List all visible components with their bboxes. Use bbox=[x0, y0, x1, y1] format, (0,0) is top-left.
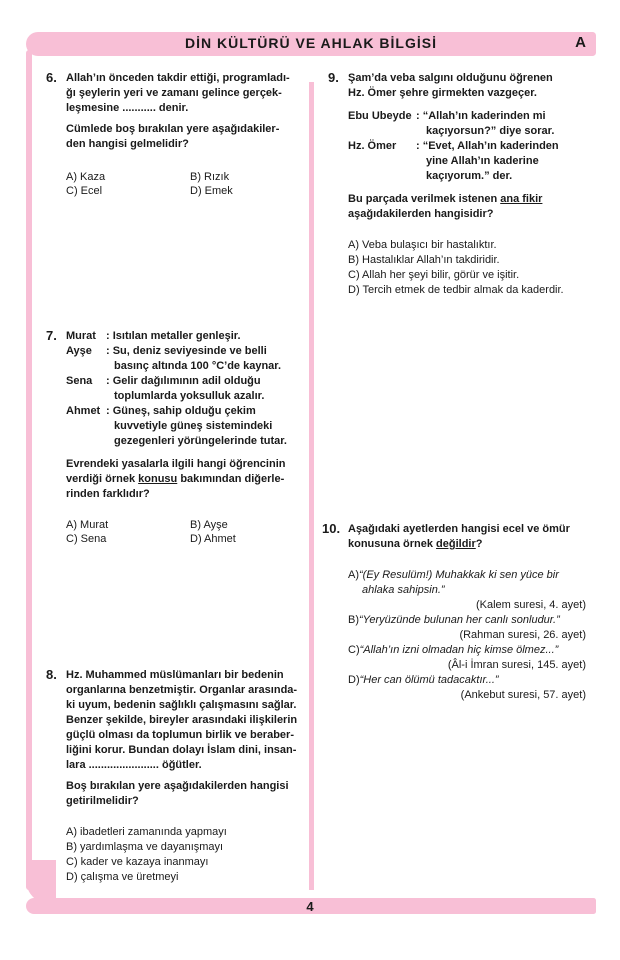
question-number: 7. bbox=[46, 328, 57, 343]
stem-text: konusuna örnek bbox=[348, 538, 437, 550]
prompt-line: Evrendeki yasalarla ilgili hangi öğrencinin bbox=[66, 458, 286, 470]
option-d[interactable] bbox=[348, 673, 588, 703]
question-prompt bbox=[66, 779, 308, 809]
answer-options bbox=[66, 518, 304, 546]
question-stem bbox=[66, 71, 304, 116]
speaker-name: Sena bbox=[66, 375, 93, 387]
answer-options bbox=[66, 825, 308, 885]
statement-line: basınç altında 100 °C’de kaynar. bbox=[114, 360, 282, 372]
stem-line: Benzer şekilde, bireyler arasındaki ilişkilerin bbox=[66, 714, 298, 726]
option-b[interactable]: B) Rızık bbox=[190, 171, 230, 183]
prompt-line: aşağıdakilerden hangisidir? bbox=[348, 208, 494, 220]
underlined-keyword: ana fikir bbox=[500, 193, 543, 205]
option-d[interactable]: D) Emek bbox=[190, 185, 233, 197]
option-c[interactable]: C) Sena bbox=[66, 533, 107, 545]
prompt-line: den hangisi gelmelidir? bbox=[66, 138, 189, 150]
verse-text: “(Ey Resulüm!) Muhakkak ki sen yüce bir bbox=[359, 569, 559, 581]
option-a[interactable]: A) Kaza bbox=[66, 171, 106, 183]
verse-source: (Kalem suresi, 4. ayet) bbox=[475, 599, 586, 611]
question-10 bbox=[322, 521, 588, 711]
prompt-line: Boş bırakılan yere aşağıdakilerden hangisi bbox=[66, 780, 289, 792]
subject-title: DİN KÜLTÜRÜ VE AHLAK BİLGİSİ bbox=[185, 35, 437, 51]
question-number: 8. bbox=[46, 667, 57, 682]
prompt-text: verdiği örnek bbox=[66, 473, 139, 485]
stem-line: güçlü olması da toplumun birlik ve beraber- bbox=[66, 729, 294, 741]
stem-line: ğı şeylerin yeri ve zamanı gelince gerçek- bbox=[66, 87, 282, 99]
option-c[interactable] bbox=[348, 643, 588, 673]
stem-text: ? bbox=[475, 538, 483, 550]
question-9 bbox=[328, 70, 588, 300]
answer-options bbox=[66, 170, 304, 198]
option-b[interactable]: B) yardımlaşma ve dayanışmayı bbox=[66, 841, 224, 853]
question-stem bbox=[348, 71, 588, 101]
option-b[interactable]: B) Hastalıklar Allah’ın takdiridir. bbox=[348, 254, 500, 266]
page-header-band bbox=[26, 32, 596, 56]
prompt-line: getirilmelidir? bbox=[66, 795, 139, 807]
speaker-name: Ahmet bbox=[66, 405, 101, 417]
booklet-letter: A bbox=[575, 34, 586, 51]
prompt-line bbox=[348, 192, 588, 207]
option-b[interactable] bbox=[348, 613, 588, 643]
question-number: 6. bbox=[46, 70, 57, 85]
dialogue-line: kaçıyorum.” der. bbox=[426, 170, 513, 182]
prompt-text: Bu parçada verilmek istenen bbox=[348, 193, 501, 205]
question-8 bbox=[46, 667, 308, 889]
question-stem bbox=[348, 522, 588, 552]
verse-text: “Yeryüzünde bulunan her canlı sonludur.” bbox=[359, 614, 560, 626]
stem-line: lara ....................... öğütler. bbox=[66, 759, 202, 771]
verse-source: (Âl-i İmran suresi, 145. ayet) bbox=[447, 659, 586, 671]
option-label: A) bbox=[348, 569, 359, 581]
option-label: D) bbox=[348, 674, 360, 686]
answer-options bbox=[348, 568, 588, 703]
statement-line: : Güneş, sahip olduğu çekim bbox=[106, 405, 256, 417]
prompt-line: rinden farklıdır? bbox=[66, 488, 150, 500]
statement-line: : Su, deniz seviyesinde ve belli bbox=[106, 345, 267, 357]
stem-line: Allah’ın önceden takdir ettiği, programladı- bbox=[66, 72, 290, 84]
column-divider bbox=[309, 82, 314, 890]
statement-line: kuvvetiyle güneş sistemindeki bbox=[114, 420, 273, 432]
verse-text: “Her can ölümü tadacaktır...” bbox=[359, 674, 499, 686]
student-statements bbox=[66, 329, 304, 449]
underlined-keyword: konusu bbox=[138, 473, 178, 485]
speaker-name: Murat bbox=[66, 330, 96, 342]
dialogue-line: kaçıyorsun?” diye sorar. bbox=[426, 125, 555, 137]
dialogue-line: : “Allah’ın kaderinden mi bbox=[416, 110, 546, 122]
statement-line: gezegenleri yörüngelerinde tutar. bbox=[114, 435, 287, 447]
question-number: 10. bbox=[322, 521, 341, 536]
stem-line: leşmesine ........... denir. bbox=[66, 102, 189, 114]
speaker-name: Ayşe bbox=[66, 345, 92, 357]
option-c[interactable]: C) Ecel bbox=[66, 185, 103, 197]
option-d[interactable]: D) Ahmet bbox=[190, 533, 236, 545]
verse-source: (Ankebut suresi, 57. ayet) bbox=[460, 689, 586, 701]
stem-line bbox=[348, 537, 588, 552]
question-stem bbox=[66, 668, 308, 773]
underlined-keyword: değildir bbox=[436, 538, 476, 550]
prompt-line: Cümlede boş bırakılan yere aşağıdakiler- bbox=[66, 123, 280, 135]
option-a[interactable]: A) Veba bulaşıcı bir hastalıktır. bbox=[348, 239, 497, 251]
verse-source: (Rahman suresi, 26. ayet) bbox=[459, 629, 586, 641]
option-label: C) bbox=[348, 644, 360, 656]
option-c[interactable]: C) kader ve kazaya inanmayı bbox=[66, 856, 209, 868]
option-c[interactable]: C) Allah her şeyi bilir, görür ve işitir. bbox=[348, 269, 520, 281]
statement-line: : Isıtılan metaller genleşir. bbox=[106, 330, 241, 342]
dialogue bbox=[348, 109, 588, 184]
stem-line: Şam’da veba salgını olduğunu öğrenen bbox=[348, 72, 553, 84]
question-prompt bbox=[66, 457, 304, 502]
question-7 bbox=[46, 328, 304, 548]
option-d[interactable]: D) çalışma ve üretmeyi bbox=[66, 871, 179, 883]
question-prompt bbox=[348, 192, 588, 222]
stem-line: Hz. Muhammed müslümanları bir bedenin bbox=[66, 669, 284, 681]
dialogue-line: yine Allah’ın kaderine bbox=[426, 155, 539, 167]
speaker-name: Ebu Ubeyde bbox=[348, 110, 412, 122]
statement-line: : Gelir dağılımının adil olduğu bbox=[106, 375, 261, 387]
statement-line: toplumlarda yoksulluk azalır. bbox=[114, 390, 265, 402]
page-number: 4 bbox=[306, 899, 314, 914]
option-a[interactable] bbox=[348, 568, 588, 613]
speaker-name: Hz. Ömer bbox=[348, 140, 397, 152]
option-b[interactable]: B) Ayşe bbox=[190, 519, 228, 531]
option-label: B) bbox=[348, 614, 359, 626]
stem-line: Hz. Ömer şehre girmekten vazgeçer. bbox=[348, 87, 537, 99]
question-6 bbox=[46, 70, 304, 200]
option-a[interactable]: A) ibadetleri zamanında yapmayı bbox=[66, 826, 227, 838]
prompt-text: bakımından diğerle- bbox=[177, 473, 285, 485]
stem-line: Aşağıdaki ayetlerden hangisi ecel ve ömür bbox=[348, 523, 570, 535]
verse-text: ahlaka sahipsin.” bbox=[362, 584, 445, 596]
option-d[interactable]: D) Tercih etmek de tedbir almak da kaderdir. bbox=[348, 284, 564, 296]
dialogue-line: : “Evet, Allah’ın kaderinden bbox=[416, 140, 559, 152]
stem-line: liğini korur. Bundan dolayı İslam dini, insan- bbox=[66, 744, 297, 756]
left-frame-bar bbox=[26, 50, 32, 890]
prompt-line bbox=[66, 472, 304, 487]
question-prompt bbox=[66, 122, 304, 152]
answer-options bbox=[348, 238, 588, 298]
option-a[interactable]: A) Murat bbox=[66, 519, 109, 531]
verse-text: “Allah’ın izni olmadan hiç kimse ölmez...” bbox=[359, 644, 559, 656]
stem-line: organlarına benzetmiştir. Organlar arasında- bbox=[66, 684, 298, 696]
question-number: 9. bbox=[328, 70, 339, 85]
stem-line: ki uyum, bedenin sağlıklı çalışmasını sağlar. bbox=[66, 699, 297, 711]
